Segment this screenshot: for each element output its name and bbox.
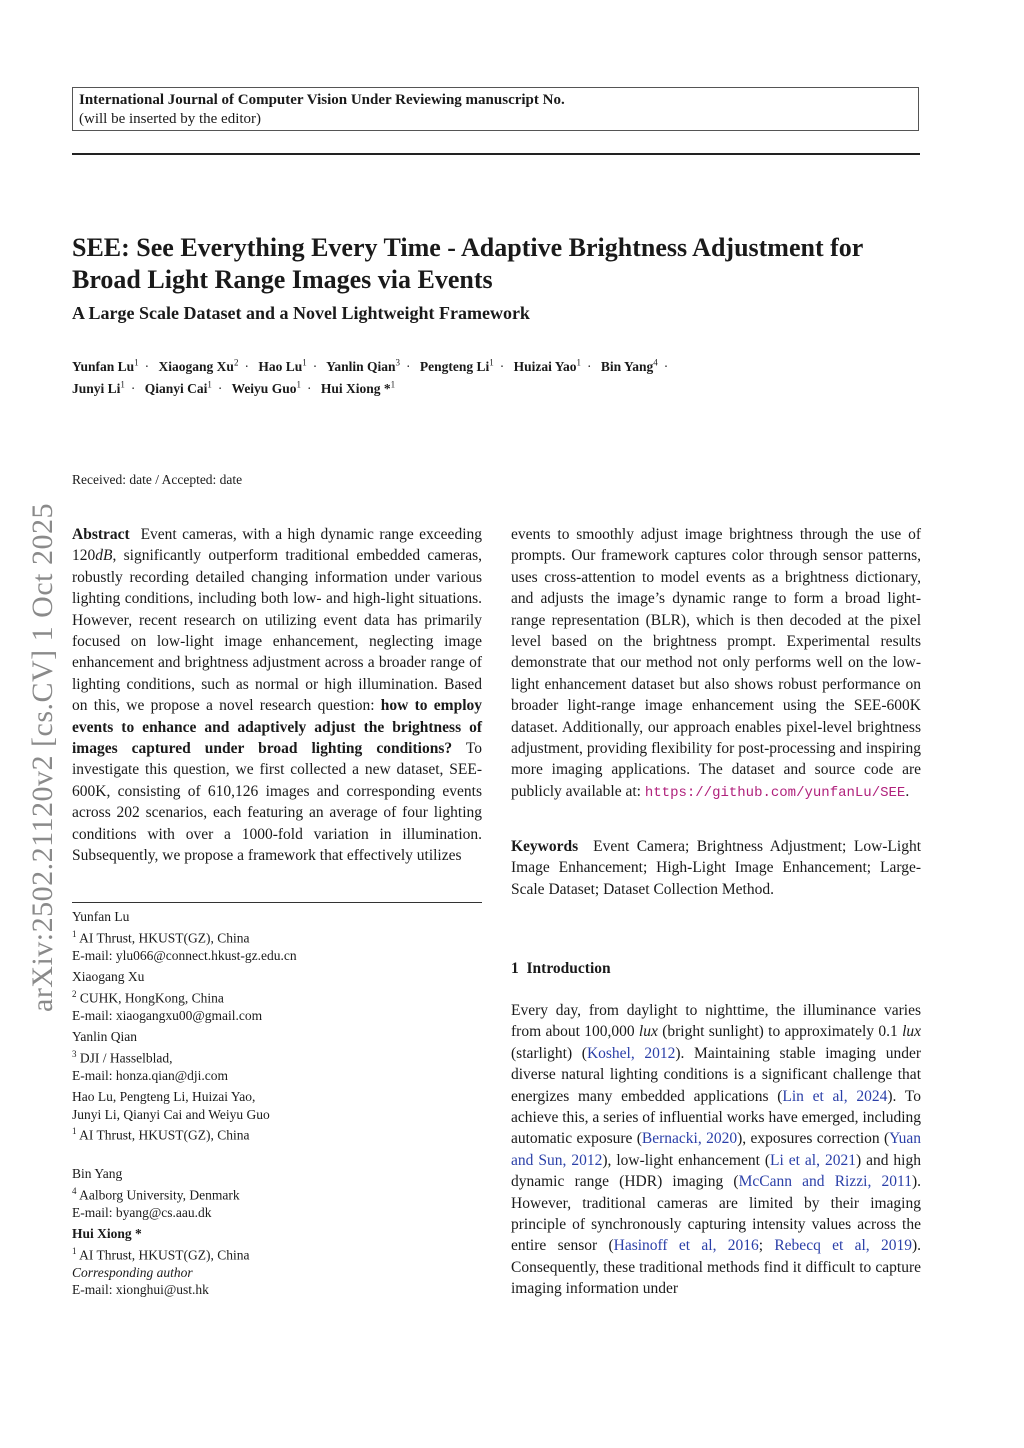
keywords <box>511 836 921 900</box>
author: Weiyu Guo$^1$ <box>231 379 301 396</box>
author: Yanlin Qian$^3$ <box>326 357 400 374</box>
footnote-rule <box>72 902 482 903</box>
keywords-text: Event Camera; Brightness Adjustment; Low-Light Image Enhancement; High-Light Image Enhancement; Large-Scale Dataset; Dataset Collection Method. <box>511 838 922 898</box>
citation-link[interactable]: Li et al, 2021 <box>770 1151 856 1169</box>
author: Huizai Yao$^1$ <box>513 357 581 374</box>
journal-header-line2: (will be inserted by the editor) <box>79 111 262 127</box>
citation-link[interactable]: Koshel, 2012 <box>586 1044 676 1062</box>
author-list: Yunfan $Lu^1$ · Xiaogang $Xu^2$ · Hao $Lu^1$ · Yanlin Qian$^3$ · Pengteng $Li^1$ · Huizai Yao$^1$ · Bin Yang$^4$ · Junyi $Li^1$ · Qianyi Cai$^1$ · Weiyu Guo$^1$ · Hui Xiong *$^1$ <box>72 357 669 396</box>
footnote-affiliation: Xiaogang Xu $^2$ CUHK, HongKong, China E-mail: xiaogangxu00@gmail.com <box>72 969 263 1023</box>
github-link[interactable]: https://github.com/yunfanLu/SEE <box>644 784 906 801</box>
citation-link[interactable]: Rebecq et al, 2019 <box>774 1237 912 1255</box>
citation-link[interactable]: Yuan and Sun, 2012 <box>511 1130 921 1169</box>
citation-link[interactable]: Lin et al, 2024 <box>782 1087 888 1105</box>
introduction-paragraph: Every day, from daylight to nighttime, the illuminance varies from about 100,000 lux (bright sunlight) to approximately 0.1 lux (starlight) (Koshel, 2012). Maintaining stable imaging under diverse natural lighting conditions is a significant challenge that energizes many embedded applications (Lin et al, 2024). To achieve this, a series of influential works have emerged, including automatic exposure (Bernacki, 2020), exposures correction (Yuan and Sun, 2012), low-light enhancement (Li et al, 2021) and high dynamic range (HDR) imaging (McCann and Rizzi, 2011). However, traditional cameras are limited by their imaging principle of synchronously capturing intensity values across the entire sensor (Hasinoff et al, 2016; Rebecq et al, 2019). Consequently, these traditional methods find it difficult to capture imaging information under <box>511 1002 922 1298</box>
citation-link[interactable]: McCann and Rizzi, 2011 <box>738 1173 912 1191</box>
arxiv-id-sidebar: arXiv:2502.21120v2 [cs.CV] 1 Oct 2025 <box>26 503 59 1012</box>
author: Hui Xiong *$^1$ <box>320 379 396 396</box>
author: Bin Yang$^4$ <box>600 357 658 374</box>
footnote-affiliation: Yanlin Qian $^3$ DJI / Hasselblad, E-mail: honza.qian@dji.com <box>72 1029 229 1083</box>
author: Qianyi Cai$^1$ <box>144 379 212 396</box>
author: Hao Lu$^1$ <box>258 357 307 374</box>
author: Yunfan Lu$^1$ <box>72 357 139 374</box>
abstract-right-column: events to smoothly adjust image brightness through the use of prompts. Our framework captures color through sensor patterns, uses cross-attention to model events as a brightness dictionary, and adjusts the image’s dynamic range to form a broad light-range representation (BLR), which is then decoded at the pixel level based on the brightness prompt. Experimental results demonstrate that our method not only performs well on the low-light enhancement dataset but also shows robust performance on broader light-range image enhancement using the SEE-600K dataset. Additionally, our approach enables pixel-level brightness adjustment, providing flexibility for post-processing and inspiring more imaging applications. The dataset and source code are publicly available at: https://github.com/yunfanLu/SEE. <box>511 526 921 801</box>
keywords-label: Keywords <box>511 838 579 855</box>
author: Junyi Li$^1$ <box>72 379 125 396</box>
paper-title: SEE: See Everything Every Time - Adaptive Brightness Adjustment for Broad Light Range Images via Events <box>72 233 863 294</box>
research-question: how to employ events to enhance and adaptively adjust the brightness of images captured under broad lighting conditions? <box>72 697 482 758</box>
citation-link[interactable]: Bernacki, 2020 <box>641 1130 738 1148</box>
header-rule <box>72 153 920 155</box>
section-heading: 1 Introduction <box>511 960 611 977</box>
footnote-affiliation: Bin Yang $^4$ Aalborg University, Denmark E-mail: byang@cs.aau.dk <box>72 1166 240 1220</box>
abstract-label: Abstract <box>72 526 130 543</box>
author: Pengteng Li$^1$ <box>419 357 494 374</box>
author: Xiaogang Xu$^2$ <box>158 357 239 374</box>
journal-header-line1: International Journal of Computer Vision Under Reviewing manuscript No. <box>79 92 565 108</box>
received-date: Received: date / Accepted: date <box>72 472 243 487</box>
footnote-affiliation: Yunfan Lu $^1$ AI Thrust, HKUST(GZ), China E-mail: ylu066@connect.hkust-gz.edu.cn <box>72 909 297 963</box>
citation-link[interactable]: Hasinoff et al, 2016 <box>613 1237 759 1255</box>
abstract-left-column: Abstract Event cameras, with a high dynamic range exceeding 120dB, significantly outperform traditional embedded cameras, robustly recording detailed changing information under various lighting conditions, including both low- and high-light situations. However, recent research on utilizing event data has primarily focused on low-light image enhancement, neglecting image enhancement and brightness adjustment across a broader range of lighting conditions, such as normal or high illumination. Based on this, we propose a novel research question: how to employ events to enhance and adaptively adjust the brightness of images captured under broad lighting conditions? To investigate this question, we first collected a new dataset, SEE-600K, consisting of 610,126 images and corresponding events across 202 scenarios, each featuring an average of four lighting conditions with over a 1000-fold variation in illumination. Subsequently, we propose a framework that effectively utilizes <box>72 526 482 865</box>
journal-header-box <box>72 87 919 131</box>
footnote-affiliation: Hui Xiong * $^1$ AI Thrust, HKUST(GZ), China Corresponding author E-mail: xionghui@ust.hk <box>72 1226 250 1297</box>
paper-subtitle: A Large Scale Dataset and a Novel Lightweight Framework <box>72 303 530 323</box>
footnote-affiliation: Hao Lu, Pengteng Li, Huizai Yao, Junyi Li, Qianyi Cai and Weiyu Guo $^1$ AI Thrust, HKUST(GZ), China <box>72 1089 270 1143</box>
